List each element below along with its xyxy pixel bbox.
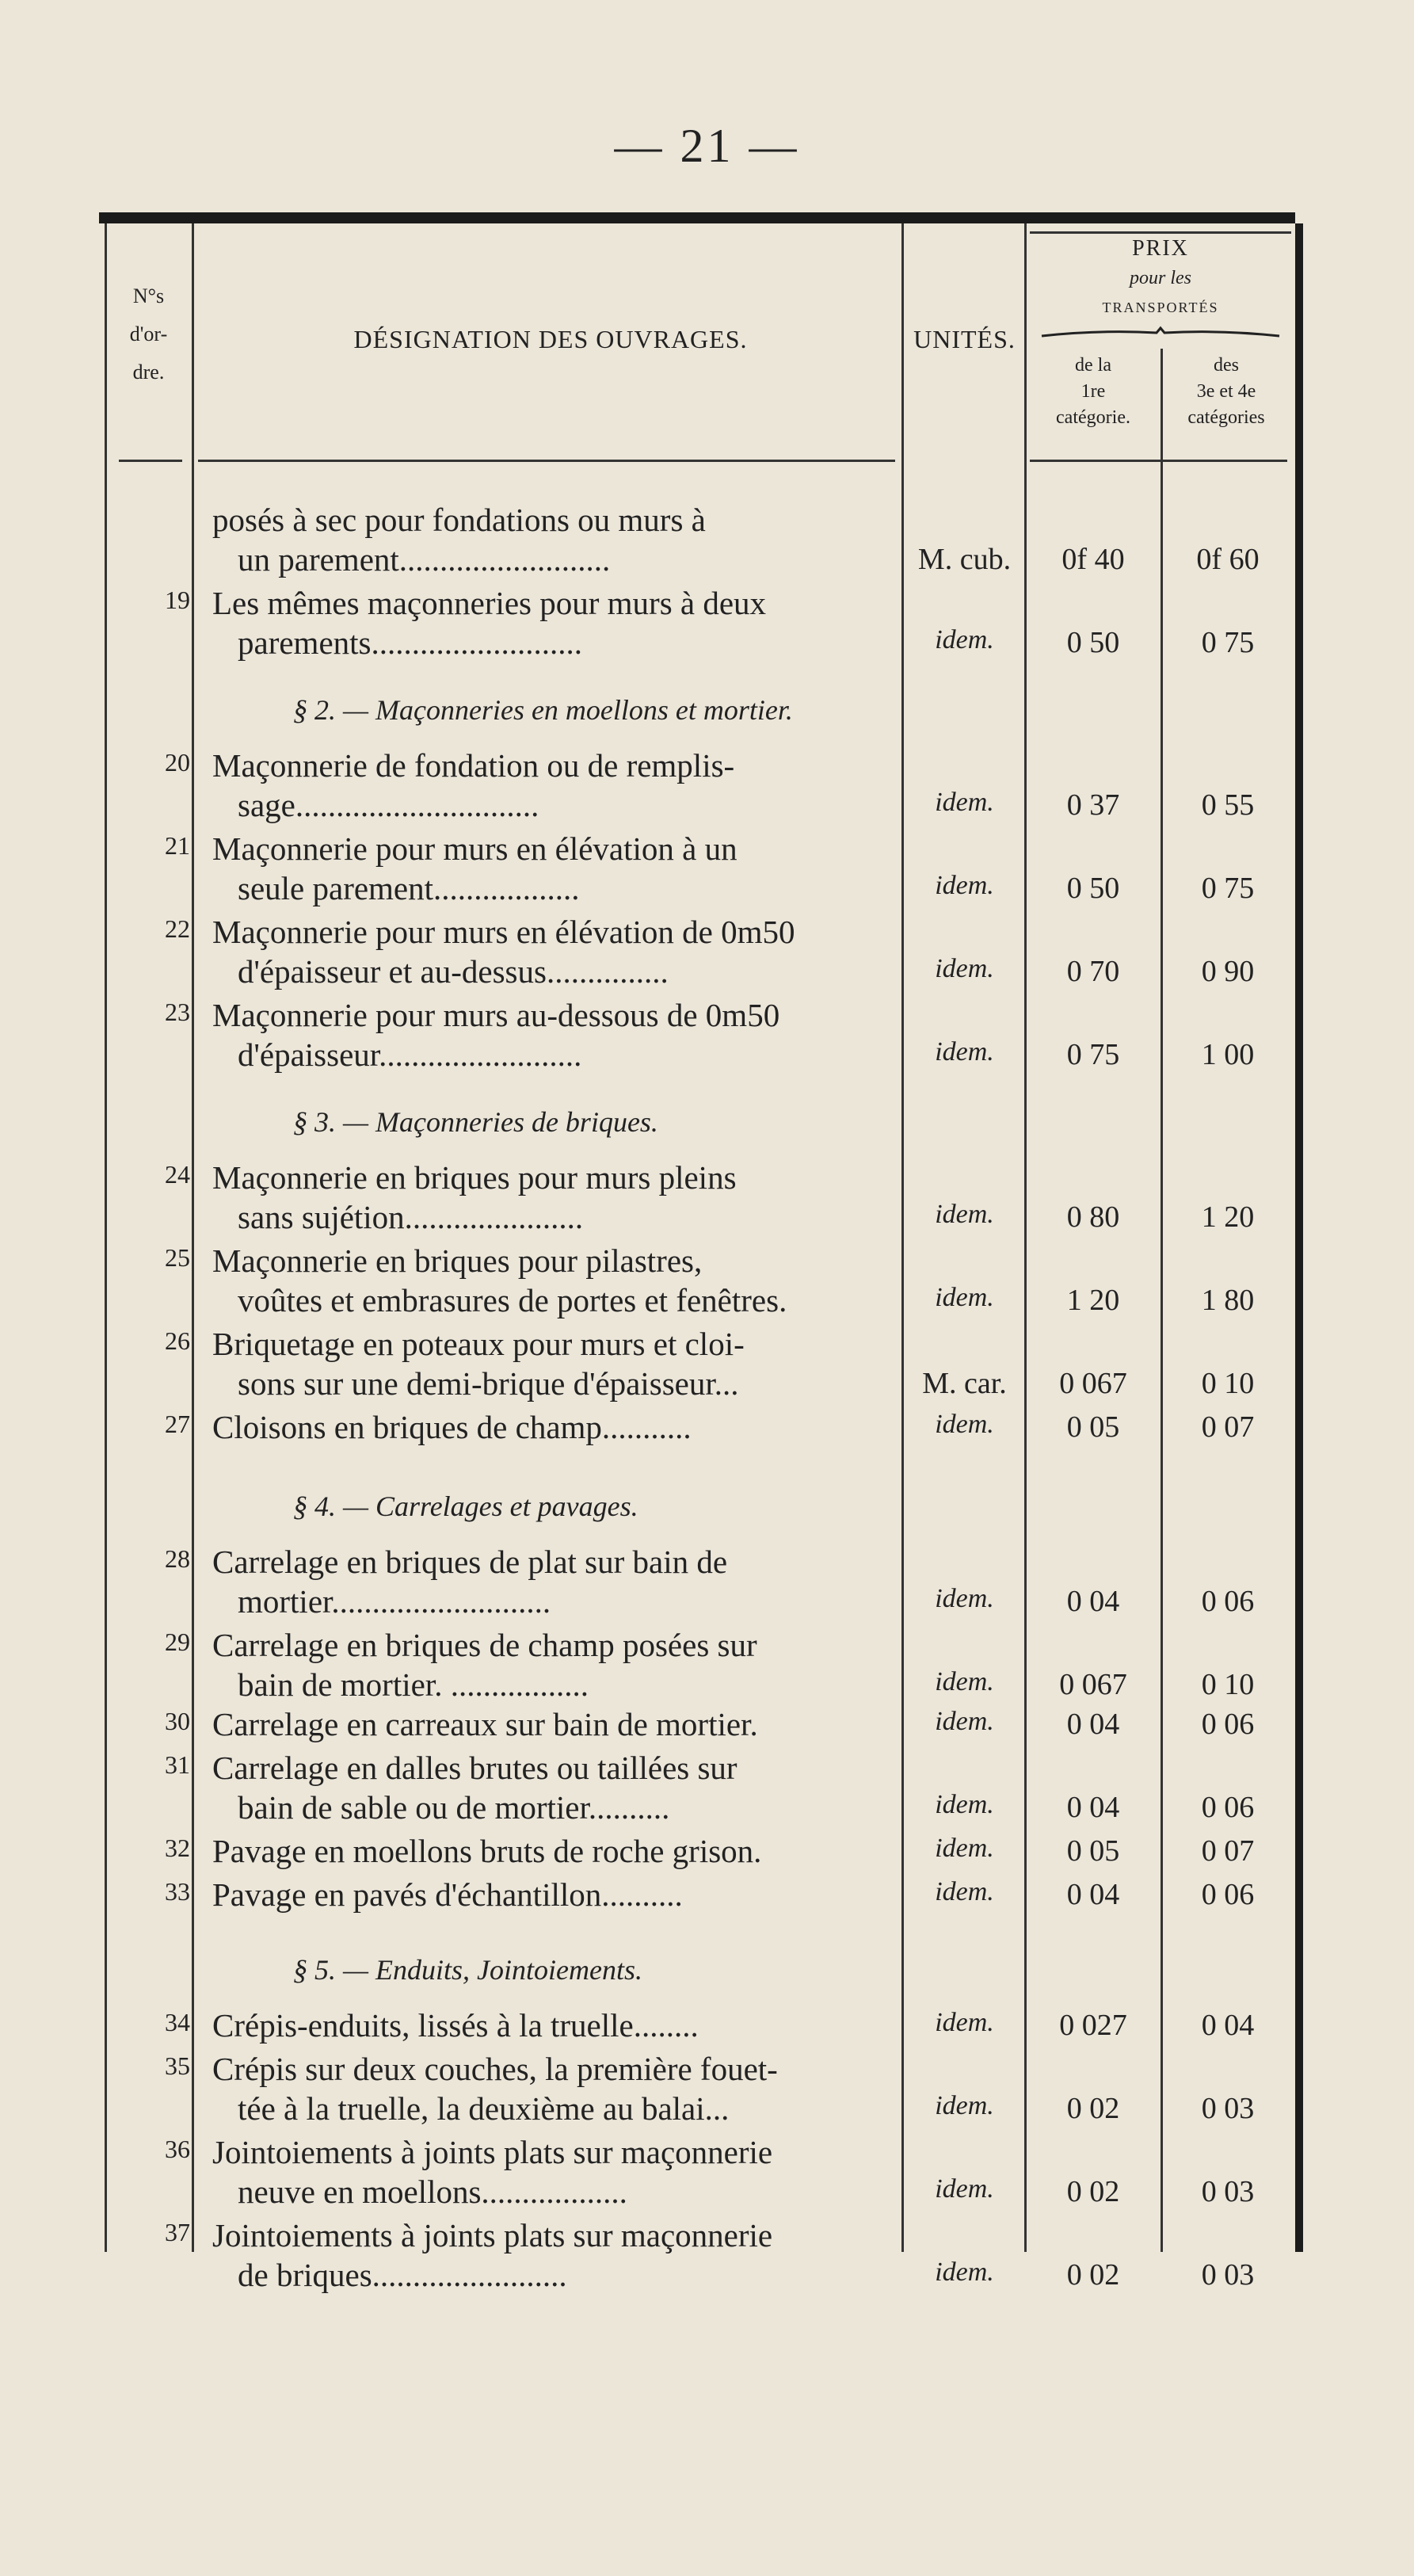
row-number: 37 — [165, 2218, 190, 2246]
row-unit: idem. — [935, 625, 994, 654]
row-price-cat2: 0 03 — [1201, 2175, 1255, 2208]
row-price-cat2: 0 55 — [1201, 788, 1255, 822]
row-number: 19 — [165, 586, 190, 614]
row-price-cat1: 0 50 — [1066, 872, 1120, 905]
row-designation: Jointoiements à joints plats sur maçonnerie — [212, 2217, 773, 2254]
row-number: 30 — [165, 1707, 190, 1735]
row-number: 29 — [165, 1628, 190, 1656]
row-designation: Cloisons en briques de champ........... — [212, 1409, 692, 1445]
row-price-cat1: 0 02 — [1066, 2092, 1120, 2125]
row-unit: idem. — [935, 2174, 994, 2204]
header-category-1: de la 1re catégorie. — [1056, 355, 1130, 428]
row-price-cat2: 1 20 — [1201, 1200, 1255, 1234]
row-designation: parements.......................... — [238, 624, 582, 661]
row-unit: idem. — [935, 2091, 994, 2120]
row-price-cat1: 0 04 — [1066, 1708, 1120, 1741]
row-unit: idem. — [935, 1834, 994, 1863]
row-designation: bain de mortier. ................. — [238, 1666, 589, 1703]
row-unit: idem. — [935, 871, 994, 900]
row-unit: idem. — [935, 2008, 994, 2037]
row-unit: idem. — [935, 1707, 994, 1736]
row-price-cat1: 0 027 — [1059, 2009, 1127, 2042]
row-designation: posés à sec pour fondations ou murs à — [212, 502, 706, 538]
row-price-cat2: 1 80 — [1201, 1284, 1255, 1317]
row-designation: d'épaisseur et au-dessus............... — [238, 953, 669, 990]
row-designation: Maçonnerie en briques pour murs pleins — [212, 1159, 737, 1196]
row-price-cat1: 0 75 — [1066, 1038, 1120, 1071]
row-unit: idem. — [935, 954, 994, 983]
row-designation: un parement.......................... — [238, 541, 611, 578]
row-price-cat2: 0 07 — [1201, 1834, 1255, 1868]
row-designation: neuve en moellons.................. — [238, 2173, 627, 2210]
row-number: 34 — [165, 2008, 190, 2036]
row-number: 33 — [165, 1877, 190, 1906]
row-price-cat2: 0 10 — [1201, 1668, 1255, 1701]
row-number: 22 — [165, 914, 190, 943]
row-unit: idem. — [935, 1584, 994, 1613]
row-designation: Carrelage en carreaux sur bain de mortier. — [212, 1706, 758, 1742]
header-pour-les: pour les — [1130, 268, 1191, 288]
row-designation: Carrelage en briques de plat sur bain de — [212, 1544, 728, 1580]
row-designation: Crépis sur deux couches, la première fouet- — [212, 2051, 778, 2087]
row-designation: Maçonnerie pour murs en élévation à un — [212, 830, 737, 867]
row-price-cat1: 0 37 — [1066, 788, 1120, 822]
row-price-cat2: 0 06 — [1201, 1708, 1255, 1741]
row-designation: Pavage en pavés d'échantillon.......... — [212, 1876, 683, 1913]
brace-icon — [1038, 325, 1283, 341]
row-number: 27 — [165, 1410, 190, 1438]
row-designation: d'épaisseur......................... — [238, 1036, 582, 1073]
row-unit: idem. — [935, 788, 994, 817]
row-price-cat1: 0 80 — [1066, 1200, 1120, 1234]
row-designation: Les mêmes maçonneries pour murs à deux — [212, 585, 767, 621]
row-number: 28 — [165, 1544, 190, 1573]
section-heading: § 3. — Maçonneries de briques. — [293, 1106, 658, 1138]
row-unit: idem. — [935, 1790, 994, 1819]
column-divider-price — [1161, 349, 1163, 2252]
row-designation: Maçonnerie de fondation ou de remplis- — [212, 747, 735, 784]
row-number: 20 — [165, 748, 190, 777]
section-heading: § 5. — Enduits, Jointoiements. — [293, 1954, 642, 1986]
row-designation: Briquetage en poteaux pour murs et cloi- — [212, 1326, 745, 1362]
row-number: 36 — [165, 2135, 190, 2163]
row-price-cat1: 0 067 — [1059, 1367, 1127, 1400]
row-unit: idem. — [935, 1283, 994, 1312]
row-price-cat2: 0 75 — [1201, 872, 1255, 905]
row-number: 31 — [165, 1750, 190, 1779]
row-designation: Carrelage en briques de champ posées sur — [212, 1627, 757, 1663]
header-units: UNITÉS. — [913, 325, 1016, 353]
row-number: 26 — [165, 1326, 190, 1355]
row-number: 25 — [165, 1243, 190, 1272]
row-unit: idem. — [935, 2257, 994, 2287]
row-designation: Carrelage en dalles brutes ou taillées sur — [212, 1750, 737, 1786]
row-price-cat2: 0 06 — [1201, 1878, 1255, 1911]
header-transportes: TRANSPORTÉS — [1102, 300, 1219, 315]
row-designation: sage.............................. — [238, 787, 539, 823]
row-price-cat1: 0 04 — [1066, 1585, 1120, 1618]
row-price-cat1: 0 05 — [1066, 1834, 1120, 1868]
row-number: 35 — [165, 2051, 190, 2080]
header-rule-price — [1030, 460, 1287, 462]
row-price-cat2: 0 90 — [1201, 955, 1255, 988]
row-price-cat1: 0f 40 — [1061, 543, 1125, 576]
row-price-cat1: 0 04 — [1066, 1791, 1120, 1824]
row-price-cat1: 0 04 — [1066, 1878, 1120, 1911]
row-price-cat1: 0 067 — [1059, 1668, 1127, 1701]
header-prix: PRIX — [1132, 236, 1189, 261]
row-designation: tée à la truelle, la deuxième au balai... — [238, 2090, 730, 2127]
row-designation: Pavage en moellons bruts de roche grison. — [212, 1833, 762, 1869]
row-designation: voûtes et embrasures de portes et fenêtres. — [238, 1282, 787, 1319]
row-price-cat2: 0 07 — [1201, 1410, 1255, 1444]
column-divider-designation — [901, 223, 904, 2252]
row-number: 32 — [165, 1834, 190, 1862]
row-unit: M. cub. — [917, 543, 1012, 576]
row-designation: de briques........................ — [238, 2257, 567, 2293]
row-price-cat1: 0 02 — [1066, 2258, 1120, 2292]
row-price-cat2: 1 00 — [1201, 1038, 1255, 1071]
row-unit: idem. — [935, 1200, 994, 1229]
page-number: — 21 — — [614, 120, 800, 172]
section-heading: § 2. — Maçonneries en moellons et mortier. — [293, 694, 793, 726]
row-number: 21 — [165, 831, 190, 860]
row-price-cat2: 0 04 — [1201, 2009, 1255, 2042]
row-designation: Jointoiements à joints plats sur maçonnerie — [212, 2134, 773, 2170]
row-price-cat1: 0 50 — [1066, 626, 1120, 659]
row-unit: idem. — [935, 1877, 994, 1906]
row-unit: M. car. — [922, 1367, 1007, 1400]
row-designation: bain de sable ou de mortier.......... — [238, 1789, 670, 1826]
row-designation: Maçonnerie en briques pour pilastres, — [212, 1242, 703, 1279]
header-designation: DÉSIGNATION DES OUVRAGES. — [353, 325, 748, 353]
row-unit: idem. — [935, 1667, 994, 1696]
row-price-cat2: 0 10 — [1201, 1367, 1255, 1400]
row-designation: Maçonnerie pour murs au-dessous de 0m50 — [212, 997, 780, 1033]
price-header-rule — [1030, 231, 1291, 234]
row-unit: idem. — [935, 1037, 994, 1067]
row-price-cat2: 0 06 — [1201, 1791, 1255, 1824]
top-rule — [99, 212, 1295, 223]
row-price-cat2: 0 06 — [1201, 1585, 1255, 1618]
header-rule-designation — [198, 460, 895, 462]
header-category-2: des 3e et 4e catégories — [1187, 355, 1265, 428]
row-designation: sans sujétion...................... — [238, 1199, 584, 1235]
column-divider-unit — [1024, 223, 1027, 2252]
header-rule-number — [119, 460, 182, 462]
row-designation: seule parement.................. — [238, 870, 580, 906]
column-divider-number — [192, 223, 194, 2252]
row-price-cat1: 0 70 — [1066, 955, 1120, 988]
row-designation: Maçonnerie pour murs en élévation de 0m50 — [212, 914, 795, 950]
row-price-cat2: 0 03 — [1201, 2092, 1255, 2125]
row-price-cat2: 0f 60 — [1196, 543, 1260, 576]
row-designation: sons sur une demi-brique d'épaisseur... — [238, 1365, 739, 1402]
row-unit: idem. — [935, 1410, 994, 1439]
row-price-cat1: 0 02 — [1066, 2175, 1120, 2208]
section-heading: § 4. — Carrelages et pavages. — [293, 1490, 638, 1522]
row-price-cat2: 0 75 — [1201, 626, 1255, 659]
header-order-number: N°s d'or- dre. — [129, 284, 168, 384]
row-price-cat2: 0 03 — [1201, 2258, 1255, 2292]
row-number: 24 — [165, 1160, 190, 1189]
row-number: 23 — [165, 998, 190, 1026]
row-designation: Crépis-enduits, lissés à la truelle........ — [212, 2007, 699, 2044]
row-price-cat1: 1 20 — [1066, 1284, 1120, 1317]
row-designation: mortier........................... — [238, 1583, 551, 1620]
row-price-cat1: 0 05 — [1066, 1410, 1120, 1444]
